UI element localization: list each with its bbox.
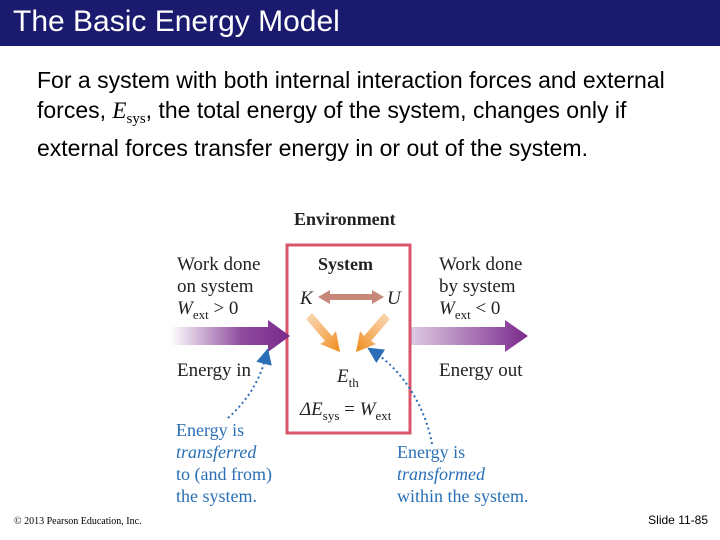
left-w: W [177, 298, 193, 319]
right-work-line1: Work done [439, 254, 523, 275]
transformed-line1: Energy is [397, 442, 466, 462]
transformed-line2: transformed [397, 464, 486, 484]
left-w-sub: ext [192, 307, 209, 322]
system-label: System [318, 254, 373, 274]
right-w-relation [439, 298, 500, 322]
right-work-line2: by system [439, 276, 516, 297]
right-w-sub: ext [454, 307, 471, 322]
body-part-1: For a system with both internal interaction forces and external forces, [37, 67, 665, 123]
u-label: U [387, 288, 401, 309]
eq-w-sub: ext [375, 408, 392, 423]
left-work-line1: Work done [177, 254, 261, 275]
transferred-line1: Energy is [176, 420, 245, 440]
transformed-pointer [374, 352, 432, 444]
environment-label: Environment [294, 209, 396, 229]
eq-w: W [359, 399, 376, 420]
transformed-line3: within the system. [397, 486, 529, 506]
work-out-arrow [411, 320, 528, 352]
slide-title: The Basic Energy Model [13, 5, 340, 38]
k-label: K [300, 288, 313, 309]
left-rel: > 0 [208, 298, 239, 319]
eth-e: E [337, 366, 349, 387]
energy-in-label: Energy in [177, 360, 252, 381]
energy-equation [299, 399, 392, 423]
left-w-relation [177, 298, 238, 322]
eq-equals: = [339, 399, 360, 420]
eq-delta-e: ΔE [300, 399, 323, 420]
energy-out-label: Energy out [439, 360, 523, 381]
eth-subscript: th [348, 375, 359, 390]
esys-subscript: sys [126, 110, 146, 127]
esys-symbol: E [112, 97, 127, 123]
transferred-line2: transferred [176, 442, 257, 462]
body-part-2: , the total energy of the system, changes only if external forces transfer energy in or out of the system. [37, 96, 627, 161]
k-to-eth-arrow [306, 313, 340, 352]
eq-delta-sub: sys [322, 408, 340, 423]
right-rel: < 0 [470, 298, 501, 319]
copyright-notice: © 2013 Pearson Education, Inc. [14, 516, 142, 527]
left-work-line2: on system [177, 276, 254, 297]
transferred-line3: to (and from) [176, 464, 272, 484]
eth-symbol [336, 366, 359, 390]
u-to-eth-arrow [356, 313, 390, 352]
right-w: W [439, 298, 455, 319]
slide-number: Slide 11-85 [648, 513, 708, 527]
ku-double-arrow [318, 290, 384, 304]
work-in-arrow [170, 320, 290, 352]
transferred-line4: the system. [176, 486, 257, 506]
